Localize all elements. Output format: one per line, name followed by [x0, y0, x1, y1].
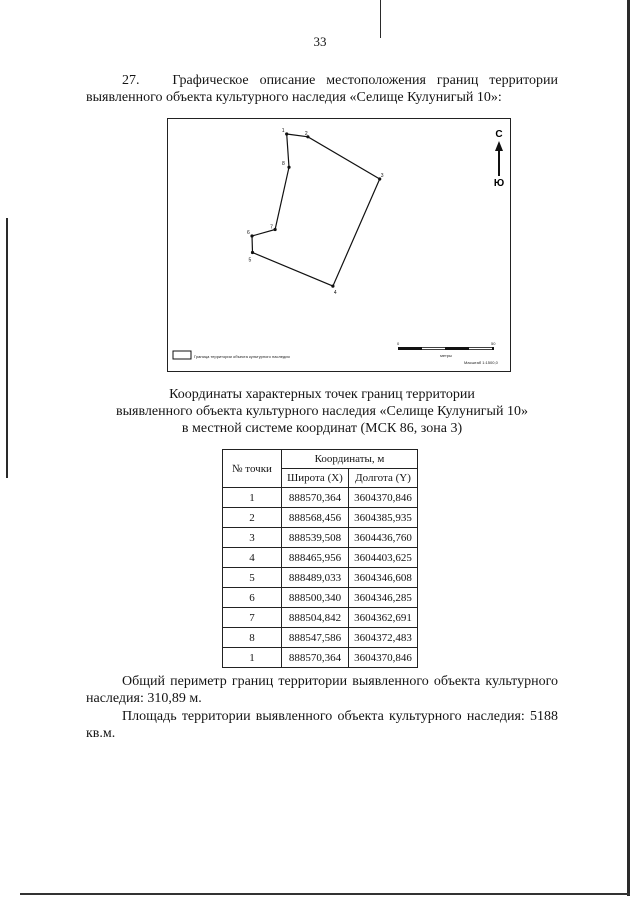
table-row [223, 548, 418, 568]
coordinates-table [222, 449, 418, 668]
table-row [223, 608, 418, 628]
point-label: 1 [281, 128, 285, 134]
col-coords-header: Координаты, м [282, 450, 418, 469]
table-row [223, 648, 418, 668]
cell-point: 1 [223, 488, 282, 508]
scale-start-label: 0 [397, 341, 400, 346]
cell-point: 1 [223, 648, 282, 668]
cell-lon: 3604436,760 [349, 528, 418, 548]
cell-point: 2 [223, 508, 282, 528]
cell-lon: 3604385,935 [349, 508, 418, 528]
boundary-point [331, 285, 334, 288]
table-row [223, 488, 418, 508]
point-label: 4 [333, 290, 337, 297]
cell-lon: 3604370,846 [349, 648, 418, 668]
table-row [223, 508, 418, 528]
point-label: 6 [247, 230, 250, 236]
cell-point: 8 [223, 628, 282, 648]
scan-top-tick [380, 0, 381, 38]
cell-lon: 3604370,846 [349, 488, 418, 508]
scan-left-bar [6, 218, 8, 478]
table-row [223, 628, 418, 648]
table-row [223, 588, 418, 608]
col-point-header: № точки [223, 450, 282, 488]
perimeter-paragraph: Общий периметр границ территории выявленного объекта культурного наследия: 310,89 м. [86, 674, 558, 706]
point-label: 5 [248, 257, 252, 264]
cell-lon: 3604346,285 [349, 588, 418, 608]
point-label: 3 [380, 173, 384, 179]
compass-south-label: Ю [493, 178, 505, 189]
cell-lat: 888570,364 [282, 488, 349, 508]
scale-bar [397, 341, 499, 365]
cell-lat: 888500,340 [282, 588, 349, 608]
point-label: 8 [282, 161, 285, 168]
scan-bottom-line [20, 893, 630, 895]
cell-point: 5 [223, 568, 282, 588]
boundary-map-figure [167, 118, 511, 372]
cell-lon: 3604372,483 [349, 628, 418, 648]
scale-text: Масштаб 1:1500,0 [464, 360, 498, 365]
section-paragraph [86, 72, 558, 106]
map-legend [173, 351, 290, 359]
legend-label: Граница территории объекта культурного наследия [194, 354, 290, 359]
cell-lat: 888504,842 [282, 608, 349, 628]
point-label: 2 [304, 130, 308, 137]
cell-lat: 888568,456 [282, 508, 349, 528]
boundary-point [274, 228, 277, 231]
scan-right-bar [627, 0, 630, 896]
cell-lon: 3604362,691 [349, 608, 418, 628]
cell-lat: 888465,956 [282, 548, 349, 568]
boundary-polygon [252, 134, 380, 286]
table-row [223, 568, 418, 588]
cell-lon: 3604346,608 [349, 568, 418, 588]
section-text: Графическое описание местоположения границ территории выявленного объекта культурного наследия «Селище Кулунигый 10»: [86, 73, 558, 105]
boundary-point [251, 251, 254, 254]
compass-icon [494, 129, 504, 189]
cell-lon: 3604403,625 [349, 548, 418, 568]
page-number: 33 [313, 34, 327, 49]
area-paragraph: Площадь территории выявленного объекта культурного наследия: 5188 кв.м. [86, 709, 558, 741]
cell-point: 7 [223, 608, 282, 628]
table-row [223, 528, 418, 548]
cell-lat: 888539,508 [282, 528, 349, 548]
cell-lat: 888489,033 [282, 568, 349, 588]
boundary-point [287, 166, 290, 169]
cell-lat: 888547,586 [282, 628, 349, 648]
scale-unit-label: метры [440, 353, 452, 358]
boundary-point [285, 132, 288, 135]
compass-north-label: С [495, 129, 503, 140]
point-label: 7 [270, 224, 273, 231]
col-lat-header: Широта (X) [282, 469, 349, 488]
cell-point: 6 [223, 588, 282, 608]
section-number: 27. [122, 73, 140, 88]
legend-swatch [173, 351, 191, 359]
boundary-point [250, 234, 253, 237]
coords-heading-line2: выявленного объекта культурного наследия «Селище Кулунигый 10» [116, 404, 528, 419]
boundary-map [168, 119, 509, 370]
coords-heading-line3: в местной системе координат (МСК 86, зона 3) [181, 421, 463, 436]
col-lon-header: Долгота (Y) [349, 469, 418, 488]
cell-lat: 888570,364 [282, 648, 349, 668]
coords-heading-line1: Координаты характерных точек границ территории [169, 387, 475, 402]
coords-heading [86, 386, 558, 437]
cell-point: 4 [223, 548, 282, 568]
cell-point: 3 [223, 528, 282, 548]
scale-end-label: 50 [491, 341, 496, 346]
